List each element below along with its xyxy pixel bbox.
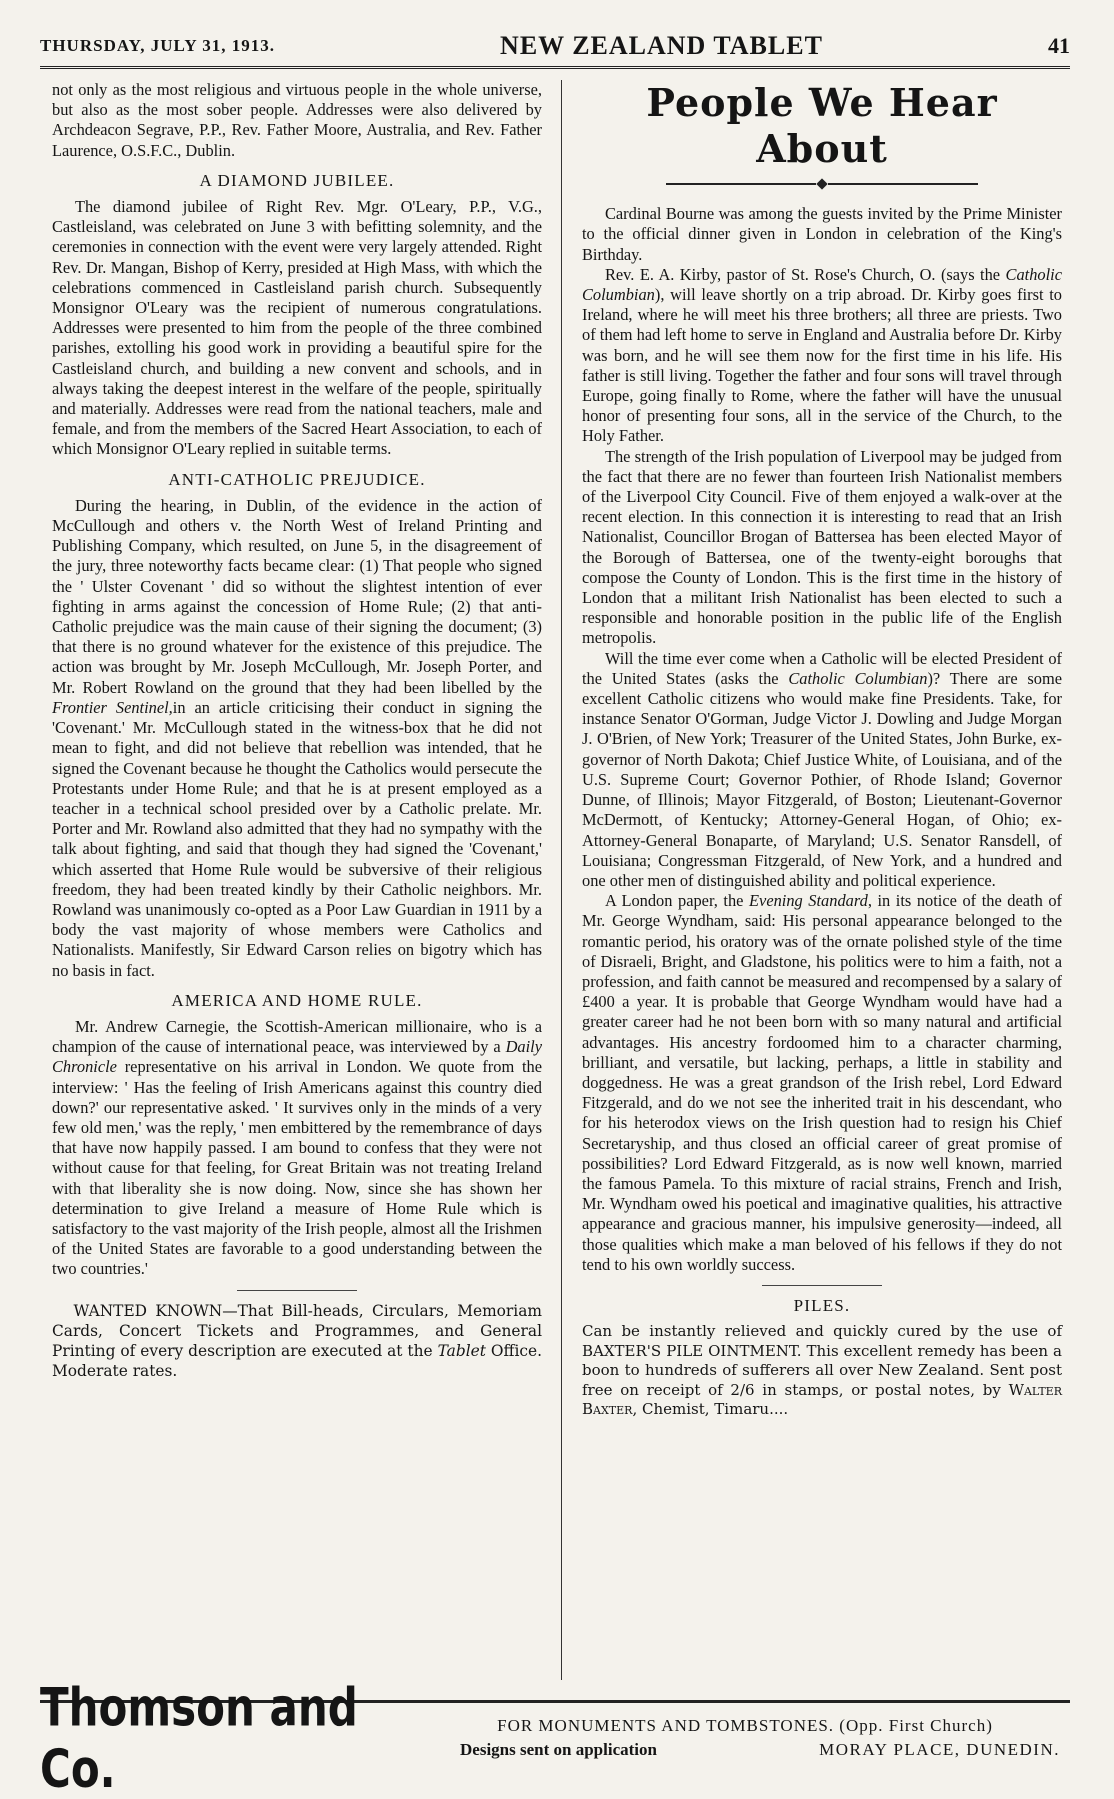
newspaper-name: Daily Chronicle: [52, 1037, 542, 1077]
section-rule: [762, 1285, 882, 1286]
newspaper-name: Frontier Sentinel,: [52, 697, 173, 717]
piles-heading: PILES.: [793, 1295, 851, 1315]
newspaper-name: Catholic Columbian: [788, 668, 928, 688]
prejudice-heading: ANTI-CATHOLIC PREJUDICE.: [168, 469, 426, 489]
bourne-item: Cardinal Bourne was among the guests invited by the Prime Minister to the official dinner given in London in celebration of the King's Birthday.: [582, 204, 1062, 264]
masthead-title: NEW ZEALAND TABLET: [500, 31, 823, 60]
newspaper-name: Tablet: [437, 1341, 486, 1360]
footer-advert: [40, 1676, 1070, 1799]
right-column: [582, 80, 1062, 1420]
ornament-rule: [582, 174, 1062, 194]
page-header: [40, 26, 1070, 69]
wanted-notice: WANTED KNOWN—That Bill-heads, Circulars, Memoriam Cards, Concert Tickets and Programmes, and General Printing of every description are executed at the Tablet Office. Moderate rates.: [52, 1301, 542, 1381]
advert-brand: Thomson and Co.: [40, 1676, 358, 1799]
advert-address: MORAY PLACE, DUNEDIN.: [819, 1740, 1060, 1759]
advert-details: [420, 1714, 1070, 1762]
advert-line: FOR MONUMENTS AND TOMBSTONES. (Opp. First Church): [497, 1716, 993, 1735]
wyndham-item: A London paper, the Evening Standard, in its notice of the death of Mr. George Wyndham, said: His personal appearance belonged to the romantic period, his oratory was of the ornate polished style of the time of Disraeli, Bright, and Gladstone, his politics were to him a faith, not a profession, and faith cannot be measured and recompensed by a salary of £400 a year. It is probable that George Wyndham would have had a greater career had he not been born with so many natural and artificial advantages. His ancestry fordoomed him to a character charming, brilliant, and versatile, but lacking, perhaps, a little in stability and doggedness. He was a great grandson of the Irish rebel, Lord Edward Fitzgerald, and do we not see the inherited trait in his descendant, who for his heterodox views on the Irish question had to resign his Chief Secretaryship, and thus closed an official career of great promise of possibilities? Lord Edward Fitzgerald, as is now well known, married the famous Pamela. To this mixture of racial strains, French and Irish, Mr. Wyndham owed his poetical and imaginative qualities, his attractive appearance and gracious manner, his impulsive generosity—indeed, all those qualities which make a man beloved of his fellows if they do not tend to his own worldly success.: [582, 891, 1063, 1274]
article-continuation: not only as the most religious and virtuous people in the whole universe, but also as the most sober people. Addresses were also delivered by Archdeacon Segrave, P.P., Rev. Father Moore, Australia, and Rev. Father Laurence, O.S.F.C., Dublin.: [52, 80, 542, 160]
president-item: Will the time ever come when a Catholic will be elected President of the United States (asks the Catholic Columbian)? There are some excellent Catholic citizens who would make fine Presidents. Take, for instance Senator O'Gorman, Judge Victor J. Dowling and Judge Morgan J. O'Brien, of New York; Treasurer of the United States, John Burke, ex-governor of North Dakota; Chief Justice White, of Louisiana, and of the U.S. Supreme Court; Governor Pothier, of Rhode Island; Governor Dunne, of Illinois; Mayor Fitzgerald, of Boston; Lieutenant-Governor McDermott, of Kentucky; Attorney-General Hogan, of Ohio; ex-Attorney-General Bonaparte, of Maryland; U.S. Senator Ransdell, of Louisiana; Congressman Fitzgerald, of New York, and a hundred and one other men of distinguished ability and political experience.: [582, 648, 1062, 890]
liverpool-item: The strength of the Irish population of Liverpool may be judged from the fact that there are no fewer than fourteen Irish Nationalist members of the Liverpool City Council. Five of them enjoyed a walk-over at the recent election. In this connection it is interesting to read that an Irish Nationalist, Councillor Brogan of Battersea has been elected Mayor of the Borough of Battersea, one of the twenty-eight boroughs that compose the County of London. This is the first time in the history of London that a militant Irish Nationalist has been elected to such a responsible and honorable position in the public life of the English metropolis.: [582, 446, 1062, 648]
kirby-item: Rev. E. A. Kirby, pastor of St. Rose's Church, O. (says the Catholic Columbian), will leave shortly on a trip abroad. Dr. Kirby goes first to Ireland, where he will meet his three brothers; all three are priests. Two of them had left home to serve in England and Australia before Dr. Kirby was born, and he will see them now for the first time in his life. His father is still living. Together the father and four sons will travel through Europe, going finally to Rome, where the father will have the unusual honor of presenting four sons, all in the service of the Church, to the Holy Father.: [582, 264, 1062, 446]
section-title: People We Hear About: [646, 80, 998, 171]
section-rule: [237, 1290, 357, 1291]
page-number: 41: [1047, 33, 1070, 58]
newspaper-name: Catholic Columbian: [582, 264, 1062, 305]
newspaper-name: Evening Standard: [749, 891, 868, 911]
america-heading: AMERICA AND HOME RULE.: [171, 990, 423, 1010]
prejudice-body: During the hearing, in Dublin, of the evidence in the action of McCullough and others v. the North West of Ireland Printing and Publishing Company, which resulted, on June 5, in the disagreement of the jury, three noteworthy facts became clear: (1) That people who signed the ' Ulster Covenant ' did so without the slightest intention of ever fighting in arms against the concession of Home Rule; (2) that anti-Catholic prejudice was the main cause of their signing the document; (3) that there is no ground whatever for the existence of this prejudice. The action was brought by Mr. Joseph McCullough, Mr. Joseph Porter, and Mr. Robert Rowland on the ground that they had been libelled by the Frontier Sentinel,in an article criticising their conduct in signing the 'Covenant.' Mr. McCullough stated in the witness-box that he did not mean to fight, and did not believe that rebellion was intended, that he signed the Covenant because he thought the Catholics would persecute the Protestants under Home Rule; and that he is at present employed as a teacher in a technical school presided over by a Catholic prelate. Mr. Porter and Mr. Rowland also admitted that they had no sympathy with the talk about fighting, and said that though they had signed the 'Covenant,' which asserted that Home Rule would be subversive of their religious freedom, they had been treated kindly by their Catholic neighbors. Mr. Rowland was unanimously co-opted as a Poor Law Guardian in 1911 by a body the vast majority of whose members were Catholics and Nationalists. Manifestly, Sir Edward Carson relies on bigotry which has no basis in fact.: [52, 495, 542, 980]
advert-designs: Designs sent on application: [460, 1740, 657, 1759]
issue-date: THURSDAY, JULY 31, 1913.: [40, 36, 275, 55]
piles-advert: Can be instantly relieved and quickly cured by the use of BAXTER'S PILE OINTMENT. This excellent remedy has been a boon to hundreds of sufferers all over New Zealand. Sent post free on receipt of 2/6 in stamps, or postal notes, by Walter Baxter, Chemist, Timaru....: [582, 1322, 1062, 1419]
america-body: Mr. Andrew Carnegie, the Scottish-American millionaire, who is a champion of the cause of international peace, was interviewed by a Daily Chronicle representative on his arrival in London. We quote from the interview: ' Has the feeling of Irish Americans against this country died down?' our representative asked. ' It survives only in the minds of a very few old men,' was the reply, ' men embittered by the remembrance of days that have now happily passed. I am bound to confess that they were not without cause for that feeling, for Great Britain was not treating Ireland with that liberality she is now doing. Now, since she has shown her determination to give Ireland a measure of Home Rule which is satisfactory to the vast majority of the Irish people, almost all the Irishmen of the United States are favorable to a good understanding between the two countries.': [52, 1016, 542, 1279]
jubilee-body: The diamond jubilee of Right Rev. Mgr. O'Leary, P.P., V.G., Castleisland, was celebrated on June 3 with befitting solemnity, and the ceremonies in connection with the event were very largely attended. Right Rev. Dr. Mangan, Bishop of Kerry, presided at High Mass, with which the celebrations commenced in Castleisland parish church. Subsequently Monsignor O'Leary was the recipient of numerous congratulations. Addresses were presented to him from the people of the three combined parishes, extolling his good work in providing a beautiful spire for the Castleisland church, and building a new convent and schools, and in always taking the deepest interest in the welfare of the people, spiritually and materially. Addresses were read from the national teachers, male and female, and from the members of the Sacred Heart Association, to each of which Monsignor O'Leary replied in suitable terms.: [52, 197, 542, 459]
jubilee-heading: A DIAMOND JUBILEE.: [199, 170, 395, 190]
column-divider: [561, 80, 562, 1680]
left-column: [52, 80, 542, 1381]
advertiser-name: Walter Baxter: [582, 1380, 1062, 1419]
